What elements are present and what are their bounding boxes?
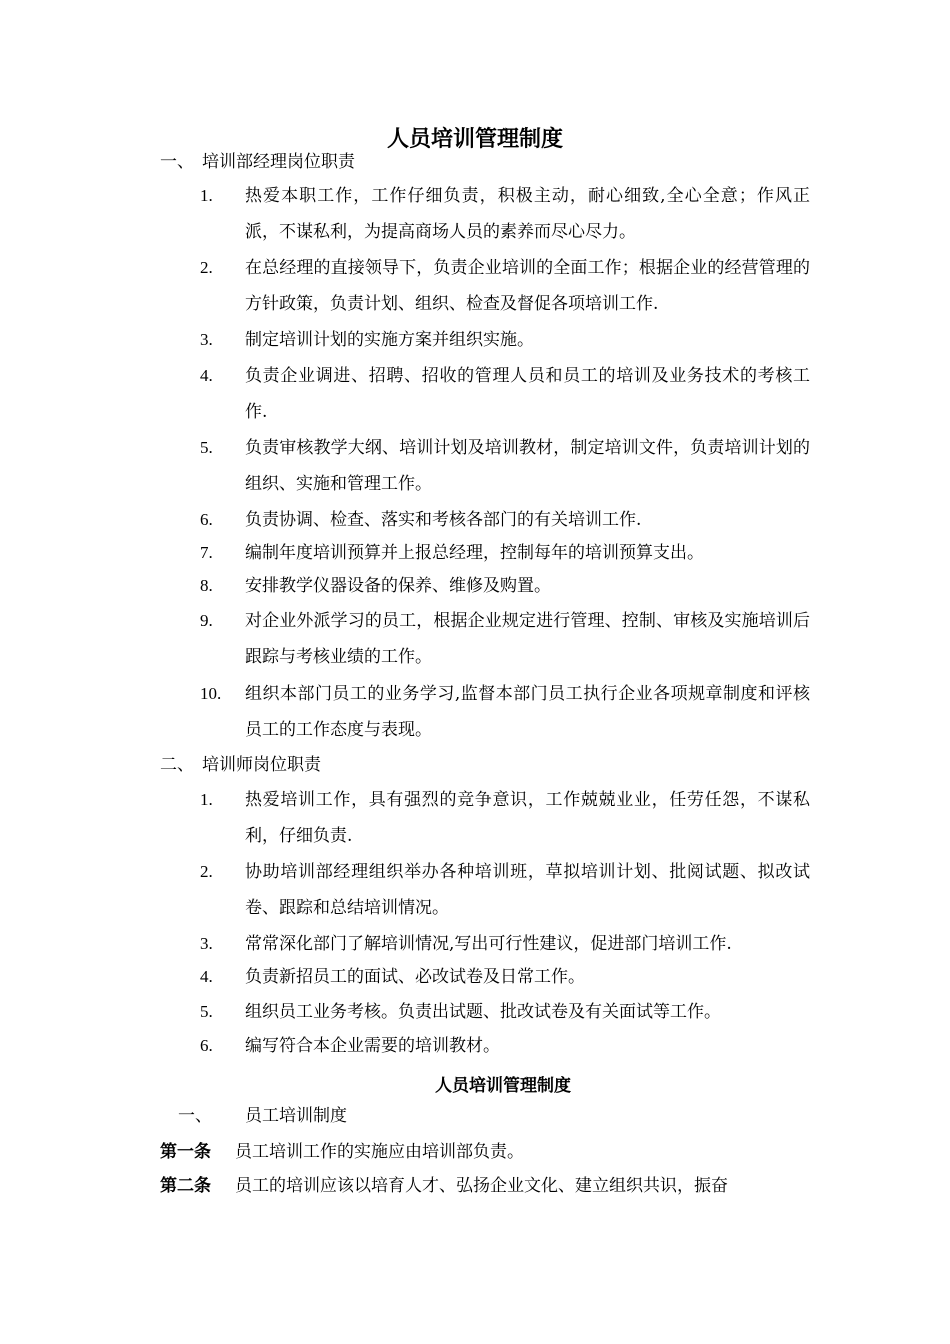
item-text: 负责审核教学大纲、培训计划及培训教材，制定培训文件，负责培训计划的组织、实施和管理工作。: [245, 438, 810, 494]
list-item: [200, 959, 820, 995]
item-number: 2.: [200, 258, 213, 277]
item-number: 1.: [200, 790, 213, 809]
section-title: 培训部经理岗位职责: [202, 152, 355, 172]
section-number: 二、: [160, 755, 194, 775]
list-item: [200, 250, 820, 322]
item-text: 对企业外派学习的员工，根据企业规定进行管理、控制、审核及实施培训后跟踪与考核业绩的工作。: [245, 611, 810, 667]
item-text: 组织员工业务考核。负责出试题、批改试卷及有关面试等工作。: [245, 1002, 721, 1022]
item-text: 负责企业调进、招聘、招收的管理人员和员工的培训及业务技术的考核工作.: [245, 366, 810, 422]
list-item: [200, 676, 820, 748]
list-item: [200, 926, 820, 962]
list-item: [200, 994, 820, 1030]
item-text: 常常深化部门了解培训情况,写出可行性建议，促进部门培训工作.: [245, 934, 732, 954]
list-item: [200, 603, 820, 675]
item-text: 热爱本职工作，工作仔细负责，积极主动，耐心细致,全心全意；作风正派，不谋私利，为提高商场人员的素养而尽心尽力。: [245, 186, 810, 242]
article-text: 员工的培训应该以培育人才、弘扬企业文化、建立组织共识，振奋: [235, 1176, 728, 1196]
article-row: [160, 1140, 810, 1164]
list-item: [200, 535, 820, 571]
item-number: 4.: [200, 967, 213, 986]
list-item: [200, 502, 820, 538]
item-number: 4.: [200, 366, 213, 385]
item-text: 在总经理的直接领导下，负责企业培训的全面工作；根据企业的经营管理的方针政策，负责计划、组织、检查及督促各项培训工作.: [245, 258, 810, 314]
section-heading: [160, 150, 355, 174]
article-label: 第一条: [160, 1142, 211, 1162]
item-text: 编制年度培训预算并上报总经理，控制每年的培训预算支出。: [245, 543, 704, 563]
item-number: 5.: [200, 438, 213, 457]
section-number: 一、: [160, 152, 194, 172]
second-title: 人员培训管理制度: [435, 1076, 571, 1096]
item-number: 7.: [200, 543, 213, 562]
section-title: 员工培训制度: [245, 1106, 347, 1126]
list-item: [200, 430, 820, 502]
list-item: [200, 782, 820, 854]
list-item: [200, 1028, 820, 1064]
item-text: 负责协调、检查、落实和考核各部门的有关培训工作.: [245, 510, 642, 530]
item-number: 8.: [200, 576, 213, 595]
item-number: 1.: [200, 186, 213, 205]
article-row: [160, 1174, 810, 1198]
item-text: 热爱培训工作，具有强烈的竞争意识，工作兢兢业业，任劳任怨，不谋私利，仔细负责.: [245, 790, 810, 846]
item-text: 协助培训部经理组织举办各种培训班，草拟培训计划、批阅试题、拟改试卷、跟踪和总结培训情况。: [245, 862, 810, 918]
list-item: [200, 568, 820, 604]
article-label: 第二条: [160, 1176, 211, 1196]
list-item: [200, 358, 820, 430]
item-number: 6.: [200, 510, 213, 529]
article-text: 员工培训工作的实施应由培训部负责。: [235, 1142, 524, 1162]
item-text: 安排教学仪器设备的保养、维修及购置。: [245, 576, 551, 596]
document-title: 人员培训管理制度: [386, 127, 563, 152]
list-item: [200, 854, 820, 926]
item-number: 3.: [200, 934, 213, 953]
list-item: [200, 322, 820, 358]
item-number: 10.: [200, 684, 222, 703]
section-number: 一、: [178, 1106, 212, 1126]
item-text: 制定培训计划的实施方案并组织实施。: [245, 330, 534, 350]
list-item: [200, 178, 820, 250]
item-number: 9.: [200, 611, 213, 630]
section-heading: [160, 753, 321, 777]
item-text: 负责新招员工的面试、必改试卷及日常工作。: [245, 967, 585, 987]
item-number: 5.: [200, 1002, 213, 1021]
section-title: 培训师岗位职责: [202, 755, 321, 775]
item-number: 2.: [200, 862, 213, 881]
item-text: 编写符合本企业需要的培训教材。: [245, 1036, 500, 1056]
item-text: 组织本部门员工的业务学习,监督本部门员工执行企业各项规章制度和评核员工的工作态度与表现。: [245, 684, 810, 740]
item-number: 6.: [200, 1036, 213, 1055]
item-number: 3.: [200, 330, 213, 349]
section-heading: [178, 1104, 347, 1128]
